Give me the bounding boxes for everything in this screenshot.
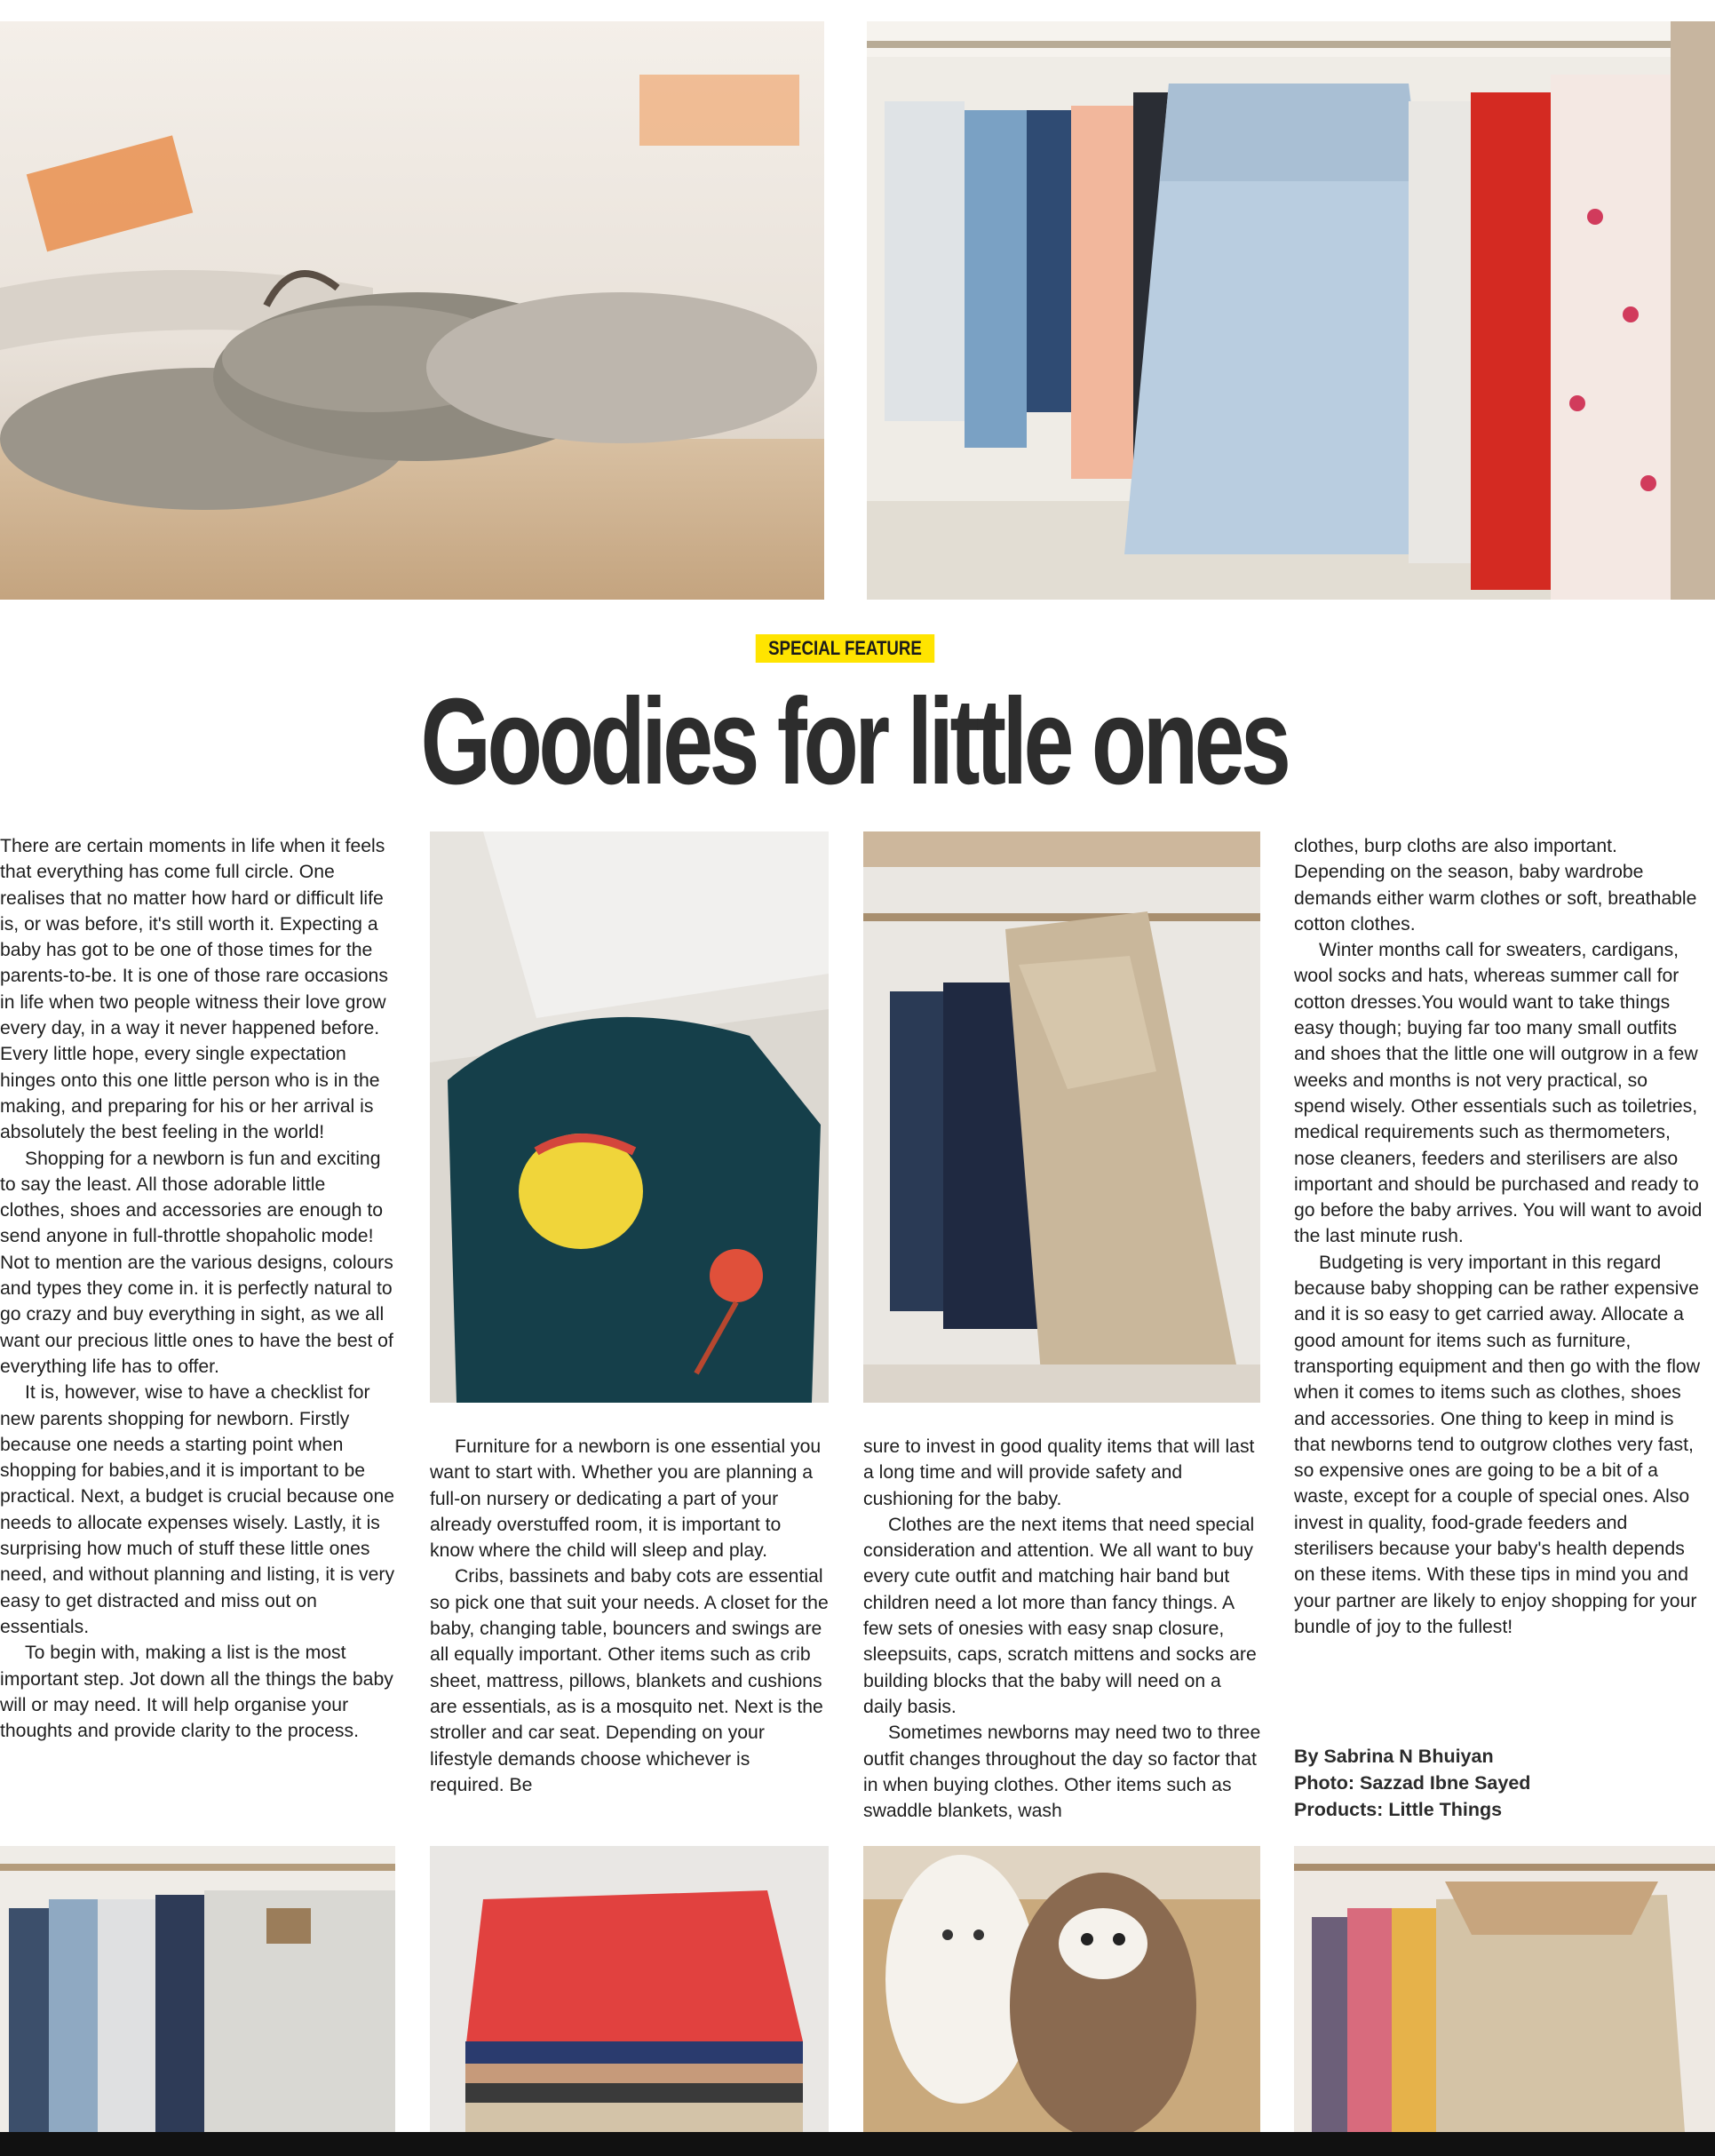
section-tag: SPECIAL FEATURE <box>756 634 934 663</box>
paragraph: Furniture for a newborn is one essential you want to start with. Whether you are planning a full-on nursery or dedicating a part of your already overstuffed room, it is important to know where the child will sleep and play. <box>430 1436 822 1562</box>
paragraph: Clothes are the next items that need special consideration and attention. We all want to buy every cute outfit and matching hair band but children need a lot more than fancy things. A few sets of onesies with easy snap closure, sleepsuits, caps, scratch mittens and socks are building blocks that the baby will need on a daily basis. <box>863 1514 1257 1717</box>
byline-products: Products: Little Things <box>1294 1799 1503 1820</box>
byline-author: By Sabrina N Bhuiyan <box>1294 1746 1494 1767</box>
paragraph: It is, however, wise to have a checklist for new parents shopping for newborn. Firstly because one needs a starting point when shopping for babies,and it is important to be practical. Next, a budget is crucial because one needs to allocate expenses wisely. Lastly, it is surprising how much of stuff these little ones need, and without planning and listing, it is very easy to get distracted and miss out on essentials. <box>0 1382 395 1637</box>
paragraph: To begin with, making a list is the most important step. Jot down all the things the baby will or may need. It will help organise your thoughts and provide clarity to the process. <box>0 1643 393 1742</box>
paragraph: Cribs, bassinets and baby cots are essential so pick one that suit your needs. A closet for the baby, changing table, bouncers and swings are all equally important. Other items such as crib sheet, mattress, pillows, blankets and cushions are essentials, as is a mosquito net. Next is the stroller and car seat. Depending on your lifestyle demands choose whichever is required. Be <box>430 1566 829 1795</box>
paragraph: sure to invest in good quality items that will last a long time and will provide safety and cushioning for the baby. <box>863 1436 1255 1509</box>
photo-baby-shoes <box>0 21 824 600</box>
column-1 <box>0 833 395 1744</box>
photo-shorts-hanging <box>863 831 1260 1403</box>
photo-tshirt <box>430 831 829 1403</box>
photo-hanging-dresses <box>867 21 1715 600</box>
paragraph: Sometimes newborns may need two to three outfit changes throughout the day so factor that in when buying clothes. Other items such as swaddle blankets, wash <box>863 1722 1261 1822</box>
page-bottom-bar <box>0 2132 1715 2156</box>
headline: Goodies for little ones <box>420 673 1288 810</box>
byline <box>1294 1743 1530 1823</box>
paragraph: There are certain moments in life when it feels that everything has come full circle. One realises that no matter how hard or difficult life is, or was before, it's still worth it. Expecting a baby has got to be one of those times for the parents-to-be. It is one of those rare occasions in life when two people witness their love grow every day, in a way it never happened before. Every little hope, every single expectation hinges onto this one little person who is in the making, and preparing for his or her arrival is absolutely the best feeling in the world! <box>0 836 388 1143</box>
column-3 <box>863 1434 1263 1824</box>
photo-plush-toys <box>863 1846 1260 2132</box>
paragraph: Shopping for a newborn is fun and exciting to say the least. All those adorable little clothes, shoes and accessories are enough to send anyone in full-throttle shopaholic mode! Not to mention are the various designs, colours and types they come in. it is perfectly natural to go crazy and buy everything in sight, as we all want our precious little ones to have the best of everything life has to offer. <box>0 1148 393 1377</box>
photo-shirts-rack <box>0 1846 395 2132</box>
paragraph: Winter months call for sweaters, cardigans, wool socks and hats, whereas summer call for cotton dresses.You would want to take things easy though; buying far too many small outfits and shoes that the little one will outgrow in a few weeks and months is not very practical, so spend wisely. Other essentials such as toiletries, medical requirements such as thermometers, nose cleaners, feeders and sterilisers are also important and should be purchased and ready to go before the baby arrives. You will want to avoid the last minute rush. <box>1294 940 1703 1247</box>
column-2 <box>430 1434 829 1798</box>
column-4 <box>1294 833 1703 1640</box>
paragraph: clothes, burp cloths are also important. Depending on the season, baby wardrobe demands either warm clothes or soft, breathable cotton clothes. <box>1294 836 1697 935</box>
paragraph: Budgeting is very important in this regard because baby shopping can be rather expensive and it is so easy to get carried away. Allocate a good amount for items such as furniture, transporting equipment and then go with the flow when it comes to items such as clothes, shoes and accessories. One thing to keep in mind is that newborns tend to outgrow clothes very fast, so expensive ones are going to be a bit of a waste, except for a couple of special ones. Also invest in quality, food-grade feeders and sterilisers because your baby's health depends on these items. With these tips in mind you and your partner are likely to enjoy shopping for your bundle of joy to the fullest! <box>1294 1252 1701 1637</box>
byline-photo: Photo: Sazzad Ibne Sayed <box>1294 1772 1531 1794</box>
photo-shorts-rack <box>1294 1846 1715 2132</box>
photo-folded-shorts <box>430 1846 829 2132</box>
